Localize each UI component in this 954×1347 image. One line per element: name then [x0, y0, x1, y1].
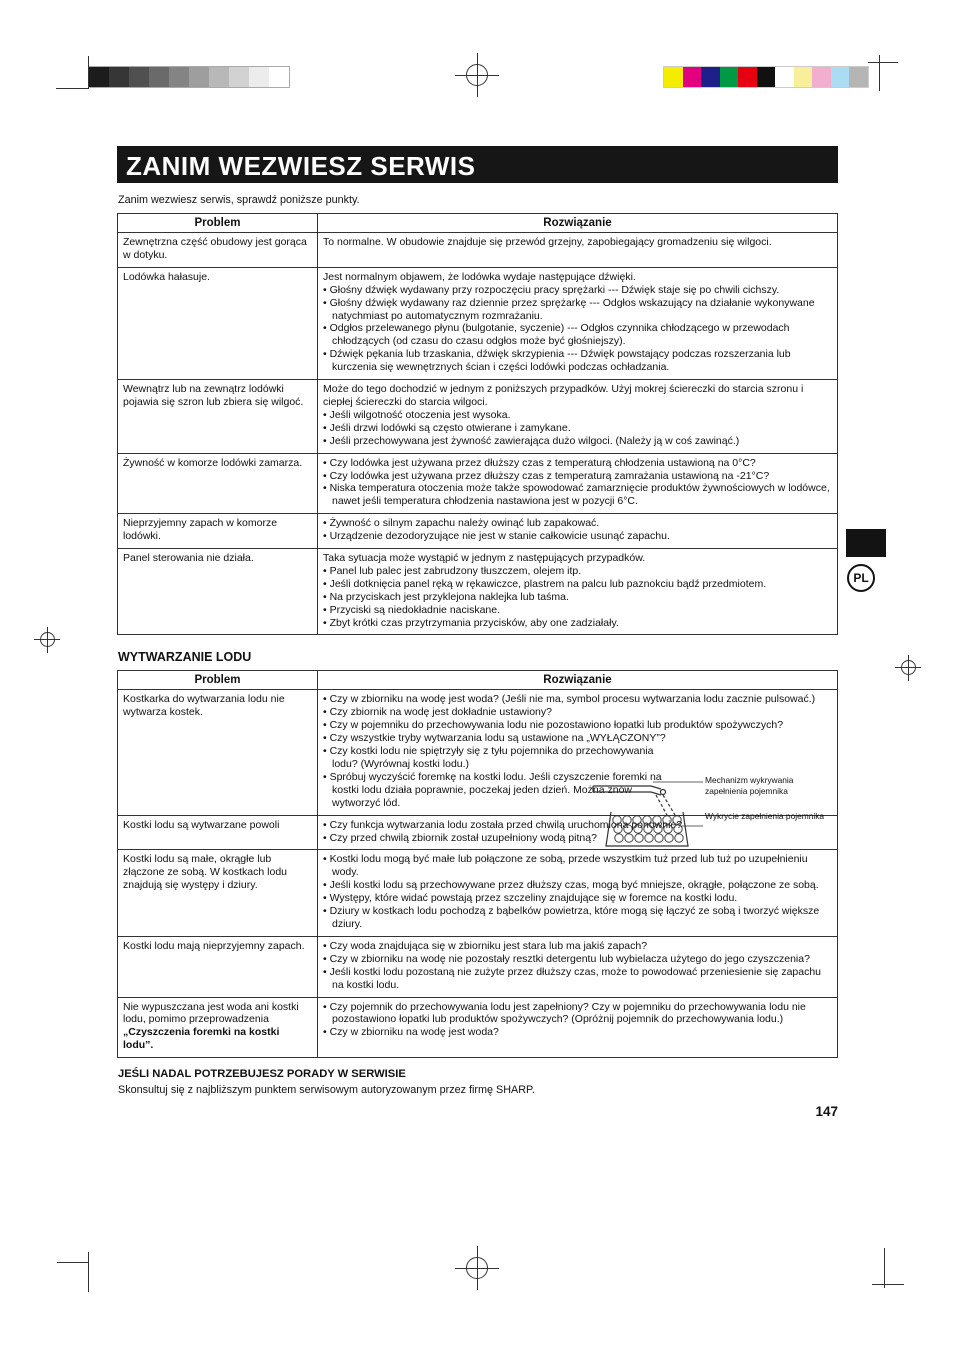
text-line: • Przyciski są niedokładnie naciskane.: [323, 603, 501, 616]
problem-cell: Nieprzyjemny zapach w komorze lodówki.: [118, 514, 318, 549]
troubleshooting-table: [117, 213, 838, 635]
table-row: [118, 936, 838, 997]
text-line: • Spróbuj wyczyścić foremkę na kostki lodu. Jeśli czyszczenie foremki na kostki lodu działa poprawnie, poczekaj jeden dzień. Można znów wytworzyć lód.: [323, 770, 662, 809]
solution-cell: [318, 380, 838, 454]
figure-label-detection: Wykrycie zapełnienia pojemnika: [705, 810, 825, 821]
table-row: [118, 549, 838, 635]
color-swatch: [701, 67, 720, 87]
solution-cell: [318, 453, 838, 514]
column-header-problem: Problem: [118, 214, 318, 233]
table-header-row: [118, 214, 838, 233]
text-line: Może do tego dochodzić w jednym z poniższych przypadków. Użyj mokrej ściereczki do starcia szronu i ciepłej ściereczki do starcia wilgoci.: [323, 383, 804, 408]
ice-detection-diagram: [587, 774, 705, 854]
color-swatch: [189, 67, 209, 87]
problem-text-bold: „Czyszczenia foremki na kostki lodu”.: [123, 1026, 280, 1052]
solution-cell: [318, 936, 838, 997]
color-swatch: [109, 67, 129, 87]
color-swatch: [89, 67, 109, 87]
solution-cell: [318, 850, 838, 936]
chapter-tab: [846, 529, 886, 557]
table-row: [118, 514, 838, 549]
table-row: [118, 690, 838, 815]
color-swatch: [683, 67, 702, 87]
color-swatch: [775, 67, 794, 87]
color-swatch: [129, 67, 149, 87]
text-line: • Głośny dźwięk wydawany raz dziennie przez sprężarkę --- Odgłos wskazujący na działanie wykonywane natychmiast po automatycznym rozmrażaniu.: [323, 296, 815, 322]
figure-labels: [705, 774, 833, 854]
footer-heading: JEŚLI NADAL POTRZEBUJESZ PORADY W SERWISIE: [118, 1068, 406, 1081]
grayscale-calibration-bar: [88, 66, 290, 88]
color-swatch: [812, 67, 831, 87]
text-line: • Jeśli kostki lodu są przechowywane przez dłuższy czas, mogą być mniejsze, okrągłe, połączone ze sobą.: [323, 879, 819, 892]
language-badge: [847, 564, 875, 592]
ice-making-table: [117, 670, 838, 1058]
text-line: • Czy kostki lodu nie spiętrzyły się z tyłu pojemnika do przechowywania lodu? (Wyrównaj kostki lodu.): [323, 745, 654, 770]
table-row: [118, 267, 838, 379]
column-header-solution: Rozwiązanie: [318, 671, 838, 690]
text-line: • Głośny dźwięk wydawany przy rozpoczęciu pracy sprężarki --- Dźwięk staje się po chwili cichszy.: [323, 283, 780, 296]
table-row: [118, 453, 838, 514]
text-line: • Czy woda znajdująca się w zbiorniku jest stara lub ma jakiś zapach?: [323, 939, 648, 952]
text-line: • Czy lodówka jest używana przez dłuższy czas z temperaturą zamrażania ustawioną na -21°C?: [323, 469, 770, 482]
text-line: • Kostki lodu mogą być małe lub połączone ze sobą, przede wszystkim tuż przed lub tuż po uzupełnieniu wody.: [323, 853, 808, 879]
crop-mark: [57, 1262, 88, 1263]
text-line: • Czy zbiornik na wodę jest dokładnie ustawiony?: [323, 706, 552, 719]
color-swatch: [664, 67, 683, 87]
text-line: • Zbyt krótki czas przytrzymania przycisków, aby one zadziałały.: [323, 616, 619, 629]
color-swatch: [149, 67, 169, 87]
text-line: • Jeśli kostki lodu pozostaną nie zużyte przez dłuższy czas, może to powodować przeniesienie się zapachu na kostki lodu.: [323, 965, 822, 991]
solution-cell: [318, 690, 838, 821]
solution-cell: [318, 267, 838, 379]
solution-cell: [318, 514, 838, 549]
problem-cell: Wewnątrz lub na zewnątrz lodówki pojawia się szron lub zbiera się wilgoć.: [118, 380, 318, 454]
problem-cell: [118, 997, 318, 1058]
text-line: • Czy przed chwilą zbiornik został uzupełniony wodą pitną?: [323, 831, 597, 844]
problem-cell: Kostkarka do wytwarzania lodu nie wytwarza kostek.: [118, 690, 318, 815]
color-swatch: [229, 67, 249, 87]
color-swatch: [249, 67, 269, 87]
solution-cell: [318, 549, 838, 635]
text-line: • Jeśli przechowywana jest żywność zawierająca dużo wilgoci. (Należy ją w coś zawinąć.): [323, 434, 740, 447]
column-header-solution: Rozwiązanie: [318, 214, 838, 233]
text-line: • Urządzenie dezodoryzujące nie jest w stanie całkowicie usunąć zapachu.: [323, 530, 670, 543]
text-line: • Dźwięk pękania lub trzaskania, dźwięk skrzypienia --- Dźwięk powstający podczas rozszerzania lub kurczenia się wewnętrznych ścian i części lodówki podczas ochładzania.: [323, 348, 791, 374]
text-line: • Jeśli dotknięcia panel ręką w rękawiczce, plastrem na palcu lub paznokciu bądź przedmiotem.: [323, 577, 767, 590]
language-badge-label: PL: [853, 571, 869, 585]
text-line: To normalne. W obudowie znajduje się przewód grzejny, zapobiegający gromadzeniu się wilgoci.: [323, 236, 772, 248]
text-line: Taka sytuacja może wystąpić w jednym z następujących przypadków.: [323, 552, 646, 565]
crop-mark: [88, 1252, 89, 1292]
text-line: Jest normalnym objawem, że lodówka wydaje następujące dźwięki.: [323, 270, 636, 283]
crop-mark: [884, 1248, 885, 1288]
problem-cell: Żywność w komorze lodówki zamarza.: [118, 453, 318, 514]
color-swatch: [738, 67, 757, 87]
table-row: [118, 997, 838, 1058]
page-number: 147: [815, 1104, 838, 1120]
text-line: • Na przyciskach jest przyklejona naklejka lub taśma.: [323, 590, 569, 603]
table-row: [118, 233, 838, 268]
crop-mark: [879, 55, 880, 91]
problem-cell: Lodówka hałasuje.: [118, 267, 318, 379]
solution-cell: [318, 997, 838, 1058]
problem-cell: Kostki lodu mają nieprzyjemny zapach.: [118, 936, 318, 997]
text-line: • Panel lub palec jest zabrudzony tłuszczem, olejem itp.: [323, 564, 582, 577]
crop-mark: [868, 62, 898, 63]
text-line: • Odgłos przelewanego płynu (bulgotanie, syczenie) --- Odgłos czynnika chłodzącego w przewodach chłodzących (od czasu do czasu odgłos może być głośniejszy).: [323, 322, 790, 348]
text-line: • Jeśli drzwi lodówki są często otwierane i zamykane.: [323, 421, 571, 434]
color-swatch: [720, 67, 739, 87]
color-swatch: [269, 67, 289, 87]
text-line: • Dziury w kostkach lodu pochodzą z bąbelków powietrza, które mogą się łączyć ze sobą i tworzyć większe dziury.: [323, 905, 820, 930]
text-line: • Czy pojemnik do przechowywania lodu jest zapełniony? Czy w pojemniku do przechowywania lodu nie pozostawiono łopatki lub produktów spożywczych? (Opróżnij pojemnik do przechowywania lodu.): [323, 1000, 806, 1026]
table-row: [118, 380, 838, 454]
page-content: [117, 146, 838, 1119]
column-header-problem: Problem: [118, 671, 318, 690]
figure-label-mechanism: Mechanizm wykrywania zapełnienia pojemnika: [705, 775, 794, 796]
table-row: [118, 850, 838, 936]
solution-cell: [318, 233, 838, 268]
text-line: • Niska temperatura otoczenia może także spowodować zamarznięcie produktów żywnościowych w lodówce, nawet jeśli temperatura chłodzenia nastawiona jest w pozycji 6°C.: [323, 482, 830, 508]
intro-text: Zanim wezwiesz serwis, sprawdź poniższe punkty.: [118, 194, 360, 206]
text-line: • Czy lodówka jest używana przez dłuższy czas z temperaturą chłodzenia ustawioną na 0°C?: [323, 456, 756, 469]
problem-cell: Kostki lodu są wytwarzane powoli: [118, 815, 318, 850]
text-line: • Jeśli wilgotność otoczenia jest wysoka.: [323, 408, 511, 421]
crop-mark: [88, 56, 89, 89]
text-line: • Czy w pojemniku do przechowywania lodu nie pozostawiono łopatki lub produktów spożywczych?: [323, 719, 784, 732]
text-line: • Czy w zbiorniku na wodę jest woda? (Jeśli nie ma, symbol procesu wytwarzania lodu zacznie pulsować.): [323, 693, 816, 706]
color-swatch: [794, 67, 813, 87]
problem-cell: Kostki lodu są małe, okrągłe lub złączone ze sobą. W kostkach lodu znajdują się występy i dziury.: [118, 850, 318, 936]
crop-mark: [56, 88, 89, 89]
section-heading-ice-making: WYTWARZANIE LODU: [118, 650, 252, 665]
text-line: • Czy w zbiorniku na wodę nie pozostały resztki detergentu lub wybielacza użytego do jego czyszczenia?: [323, 952, 810, 965]
page-title: ZANIM WEZWIESZ SERWIS: [117, 146, 838, 183]
color-calibration-bar: [663, 66, 869, 88]
problem-cell: Zewnętrzna część obudowy jest gorąca w dotyku.: [118, 233, 318, 268]
ice-detection-figure: [587, 774, 835, 854]
color-swatch: [209, 67, 229, 87]
text-line: • Czy wszystkie tryby wytwarzania lodu są ustawione na „WYŁĄCZONY”?: [323, 732, 666, 745]
table-header-row: [118, 671, 838, 690]
color-swatch: [169, 67, 189, 87]
footer-text: Skonsultuj się z najbliższym punktem serwisowym autoryzowanym przez firmę SHARP.: [118, 1084, 535, 1097]
crop-mark: [872, 1284, 904, 1285]
problem-text: Nie wypuszczana jest woda ani kostki lodu, pomimo przeprowadzenia: [123, 1000, 299, 1026]
text-line: • Czy w zbiorniku na wodę jest woda?: [323, 1026, 499, 1039]
text-line: • Żywność o silnym zapachu należy owinąć lub zapakować.: [323, 517, 600, 530]
color-swatch: [757, 67, 776, 87]
problem-cell: Panel sterowania nie działa.: [118, 549, 318, 635]
text-line: • Czy funkcja wytwarzania lodu została przed chwilą uruchomiona ponownie?: [323, 818, 683, 831]
text-line: • Występy, które widać powstają przez szczeliny znajdujące się w foremce na kostki lodu.: [323, 892, 738, 905]
color-swatch: [849, 67, 868, 87]
color-swatch: [831, 67, 850, 87]
